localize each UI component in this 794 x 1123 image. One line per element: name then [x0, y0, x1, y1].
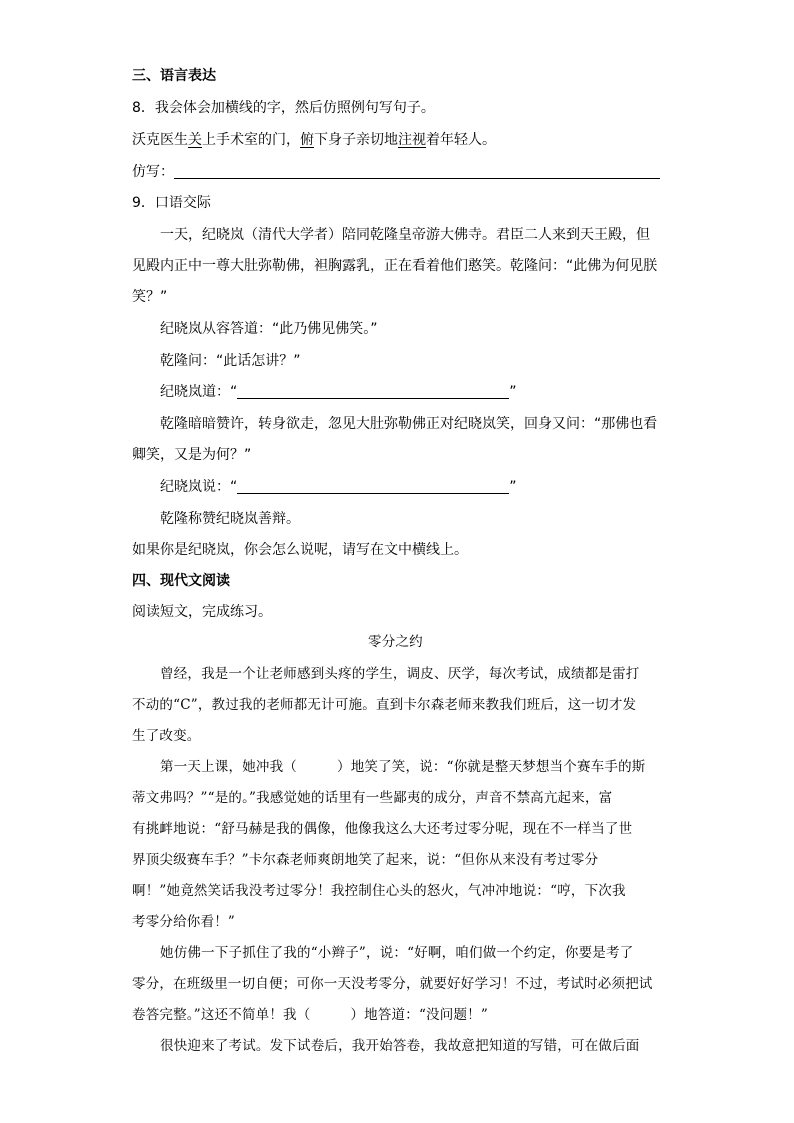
article-line: 界顶尖级赛车手？”卡尔森老师爽朗地笑了起来，说：“但你从来没有考过零分 — [132, 852, 599, 868]
section-4-heading: 四、现代文阅读 — [132, 573, 230, 589]
q9-answer-row-2 — [160, 477, 517, 497]
underlined-word: 俯 — [300, 132, 314, 148]
example-text: 下身子亲切地 — [314, 132, 398, 148]
q9-paragraph-5: 卿笑，又是为何？” — [132, 447, 252, 463]
underlined-word: 关 — [188, 132, 202, 148]
article-line: 生了改变。 — [132, 728, 201, 744]
article-line: 零分，在班级里一切自便；可你一天没考零分，就要好好学习！不过，考试时必须把试 — [132, 976, 653, 992]
q9-instruction: 如果你是纪晓岚，你会怎么说呢，请写在文中横线上。 — [132, 542, 468, 558]
answer-blank-2[interactable] — [237, 479, 509, 494]
q9-paragraph-1: 笑？” — [132, 289, 168, 305]
article-text: ）地答道：“没问题！” — [350, 1007, 488, 1023]
question-8-prompt: 8．我会体会加横线的字，然后仿照例句写句子。 — [132, 100, 435, 116]
question-8-example — [132, 130, 496, 150]
q9-paragraph-1: 见殿内正中一尊大肚弥勒佛，袒胸露乳，正在看着他们憨笑。乾隆问：“此佛为何见朕 — [132, 258, 658, 274]
speaker-label: 纪晓岚道：“ — [160, 384, 238, 400]
imitate-label: 仿写： — [132, 164, 174, 180]
article-line: 考零分给你看！” — [132, 914, 236, 930]
section-3-heading: 三、语言表达 — [132, 68, 216, 84]
q9-paragraph-2: 纪晓岚从容答道：“此乃佛见佛笑。” — [160, 321, 378, 337]
q9-answer-row-1 — [160, 382, 517, 402]
article-text: 卷答完整。”这还不简单！我（ — [132, 1007, 311, 1023]
example-text: 着年轻人。 — [426, 132, 496, 148]
q9-paragraph-1: 一天，纪晓岚（清代大学者）陪同乾隆皇帝游大佛寺。君臣二人来到天王殿，但 — [160, 227, 650, 243]
article-line: 不动的“C”，教过我的老师都无计可施。直到卡尔森老师来教我们班后，这一切才发 — [132, 697, 637, 713]
article-line-with-blank — [160, 757, 646, 777]
article-line: 蒂文弗吗？”“是的。”我感觉她的话里有一些鄙夷的成分，声音不禁高亢起来，富 — [132, 790, 613, 806]
article-title: 零分之约 — [368, 634, 423, 650]
close-quote: ” — [509, 479, 517, 495]
speaker-label: 纪晓岚说：“ — [160, 479, 238, 495]
article-line: 啊！”她竟然笑话我没考过零分！我控制住心头的怒火，气冲冲地说：“哼，下次我 — [132, 883, 626, 899]
answer-blank-1[interactable] — [237, 384, 509, 399]
article-line: 曾经，我是一个让老师感到头疼的学生，调皮、厌学，每次考试，成绩都是雷打 — [160, 666, 640, 682]
section-4-instruction: 阅读短文，完成练习。 — [132, 604, 272, 620]
article-text: ）地笑了笑，说：“你就是整天梦想当个赛车手的斯 — [337, 759, 646, 775]
example-text: 沃克医生 — [132, 132, 188, 148]
question-9-title: 9．口语交际 — [132, 195, 211, 211]
close-quote: ” — [509, 384, 517, 400]
article-text: 第一天上课，她冲我（ — [160, 759, 297, 775]
article-line: 有挑衅地说：“舒马赫是我的偶像，他像我这么大还考过零分呢，现在不一样当了世 — [132, 821, 633, 837]
example-text: 上手术室的门， — [202, 132, 300, 148]
q9-paragraph-5: 乾隆暗暗赞许，转身欲走，忽见大肚弥勒佛正对纪晓岚笑，回身又问：“那佛也看 — [160, 416, 658, 432]
article-line: 很快迎来了考试。发下试卷后，我开始答卷，我故意把知道的写错，可在做后面 — [160, 1038, 640, 1054]
q9-paragraph-3: 乾隆问：“此话怎讲？” — [160, 353, 301, 369]
q9-paragraph-7: 乾隆称赞纪晓岚善辩。 — [160, 511, 300, 527]
imitate-answer-blank[interactable] — [174, 164, 660, 179]
underlined-word: 注视 — [398, 132, 426, 148]
article-line: 她仿佛一下子抓住了我的“小辫子”，说：“好啊，咱们做一个约定，你要是考了 — [160, 945, 634, 961]
article-line-with-blank — [132, 1005, 488, 1025]
imitate-row — [132, 162, 660, 182]
